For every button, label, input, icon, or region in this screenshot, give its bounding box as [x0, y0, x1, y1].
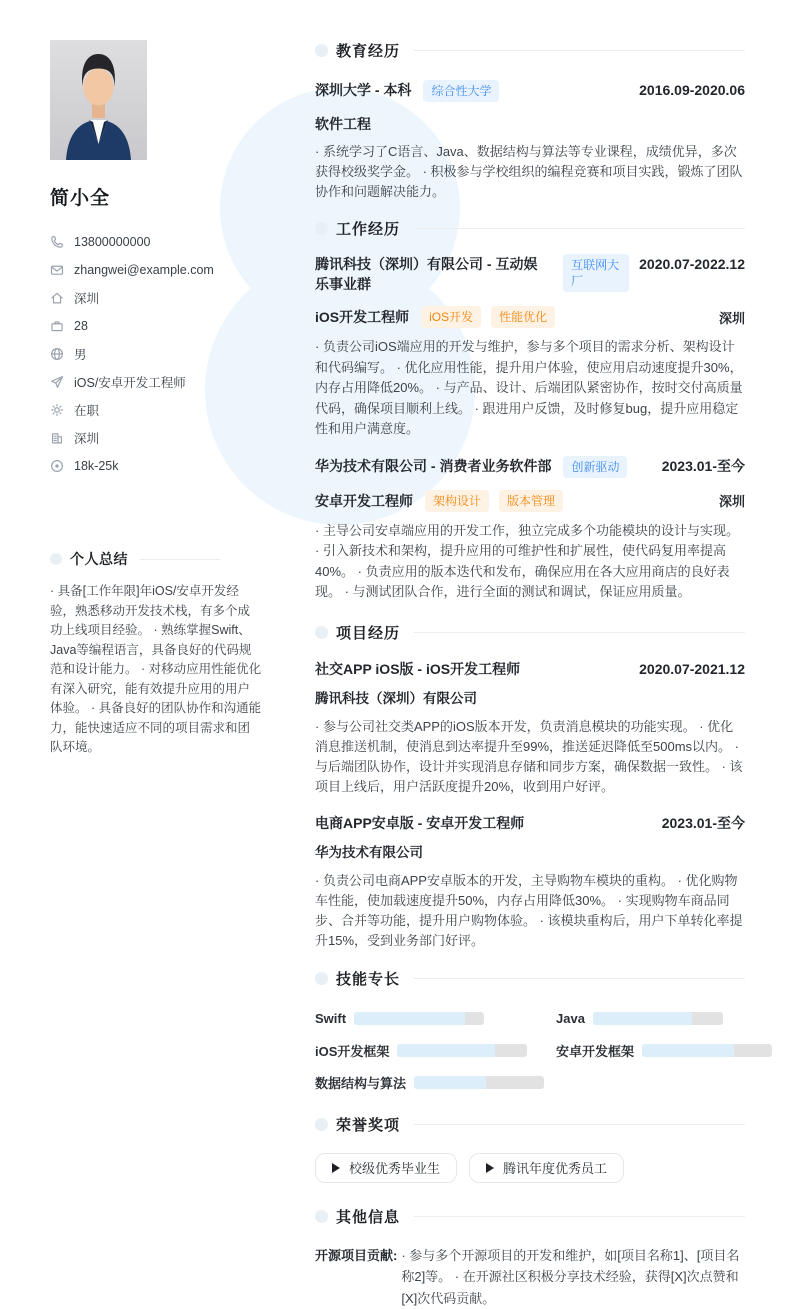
project-name: 电商APP安卓版 - 安卓开发工程师 [315, 813, 524, 833]
contact-value: 深圳 [74, 289, 99, 307]
education-entry-row [315, 80, 745, 102]
project-date: 2020.07-2021.12 [629, 659, 745, 679]
skill-bar-fill [354, 1012, 465, 1025]
education-date: 2016.09-2020.06 [629, 80, 745, 100]
gear-icon [50, 403, 64, 417]
skill-item [315, 1003, 544, 1035]
work-entry-row [315, 254, 745, 294]
phone-icon [50, 235, 64, 249]
skill-item [556, 1003, 772, 1035]
work-entry-row [315, 456, 745, 478]
mail-icon [50, 263, 64, 277]
section-dot-icon [315, 626, 328, 639]
send-icon [50, 375, 64, 389]
other-info-label: 开源项目贡献: [315, 1245, 397, 1309]
contact-value: zhangwei@example.com [74, 263, 214, 277]
skills-title: 技能专长 [336, 968, 400, 989]
role-row [315, 306, 745, 328]
company-name: 华为技术有限公司 - 消费者业务软件部 [315, 456, 551, 476]
project-name: 社交APP iOS版 - iOS开发工程师 [315, 659, 520, 679]
section-divider [414, 50, 745, 51]
section-dot-icon [50, 553, 62, 565]
contact-list [50, 228, 262, 480]
work-entry [315, 456, 745, 603]
education-title: 教育经历 [336, 40, 400, 61]
contact-value: 在职 [74, 401, 99, 419]
section-divider [140, 559, 220, 560]
skill-name: 安卓开发框架 [556, 1041, 634, 1060]
role-row [315, 490, 745, 512]
contact-city [50, 424, 262, 452]
skill-item [315, 1067, 544, 1099]
sidebar [50, 40, 262, 758]
contact-phone [50, 228, 262, 256]
skill-bar [642, 1044, 772, 1057]
skill-bar-fill [593, 1012, 692, 1025]
work-date: 2020.07-2022.12 [629, 254, 745, 274]
section-dot-icon [315, 222, 328, 235]
contact-salary [50, 452, 262, 480]
briefcase-icon [50, 319, 64, 333]
work-date: 2023.01-至今 [652, 456, 745, 476]
skill-name: 数据结构与算法 [315, 1073, 406, 1092]
education-section [315, 40, 745, 202]
skill-tag: 性能优化 [491, 306, 555, 328]
work-header [315, 218, 745, 238]
project-entry [315, 813, 745, 951]
honors-header [315, 1115, 745, 1135]
project-entry [315, 659, 745, 797]
skills-header [315, 969, 745, 989]
project-date: 2023.01-至今 [652, 813, 745, 833]
honor-badge [469, 1153, 624, 1183]
projects-section [315, 623, 745, 951]
skill-tag: 架构设计 [425, 490, 489, 512]
project-company: 腾讯科技（深圳）有限公司 [315, 690, 745, 708]
other-info-section [315, 1207, 745, 1309]
contact-value: 18k-25k [74, 459, 118, 473]
work-title: 工作经历 [336, 218, 400, 239]
contact-value: iOS/安卓开发工程师 [74, 373, 186, 391]
summary-title: 个人总结 [70, 549, 128, 569]
school-tag: 综合性大学 [423, 80, 499, 102]
role-name: iOS开发工程师 [315, 307, 409, 327]
summary-text: · 具备[工作年限]年iOS/安卓开发经验，熟悉移动开发技术栈，有多个成功上线项目经验。 · 熟练掌握Swift、Java等编程语言，具备良好的代码规范和设计能力。 · 对移动应用性能优化有深入研究，能有效提升应用的用户体验。 · 具备良好的团队协作和沟通能力，能快速适应不同的项目需求和团队环境。 [50, 582, 262, 758]
honor-label: 腾讯年度优秀员工 [503, 1158, 607, 1177]
section-dot-icon [315, 44, 328, 57]
work-description: · 负责公司iOS端应用的开发与维护，参与多个项目的需求分析、架构设计和代码编写。 · 优化应用性能，提升用户体验，使应用启动速度提升30%，内存占用降低20%。 · 与产品、设计、后端团队紧密协作，按时交付高质量代码，确保项目顺利上线。 · 跟进用户反馈，及时修复bug，提升应用稳定性和用户满意度。 [315, 337, 745, 440]
building-icon [50, 431, 64, 445]
contact-job-intention [50, 368, 262, 396]
skill-bar [397, 1044, 527, 1057]
globe-icon [50, 347, 64, 361]
skills-grid [315, 1003, 745, 1099]
work-section [315, 218, 745, 603]
honors-section [315, 1115, 745, 1183]
contact-gender [50, 340, 262, 368]
section-dot-icon [315, 1210, 328, 1223]
work-entry [315, 254, 745, 440]
projects-title: 项目经历 [336, 622, 400, 643]
target-icon [50, 459, 64, 473]
education-entry [315, 80, 745, 202]
contact-value: 男 [74, 345, 87, 363]
home-icon [50, 291, 64, 305]
projects-header [315, 623, 745, 643]
skill-item [315, 1035, 544, 1067]
other-info-row [315, 1245, 745, 1309]
contact-location [50, 284, 262, 312]
work-location: 深圳 [719, 308, 745, 327]
skill-bar [354, 1012, 484, 1025]
company-tag: 创新驱动 [563, 456, 627, 478]
work-location: 深圳 [719, 491, 745, 510]
contact-age [50, 312, 262, 340]
section-divider [414, 1124, 745, 1125]
skill-bar-fill [642, 1044, 734, 1057]
skill-bar [414, 1076, 544, 1089]
skill-bar-fill [414, 1076, 486, 1089]
project-entry-row [315, 659, 745, 679]
skill-tag: iOS开发 [421, 306, 481, 328]
company-name: 腾讯科技（深圳）有限公司 - 互动娱乐事业群 [315, 254, 551, 294]
project-entry-row [315, 813, 745, 833]
project-description: · 负责公司电商APP安卓版本的开发，主导购物车模块的重构。 · 优化购物车性能，使加载速度提升50%，内存占用降低30%。 · 实现购物车商品同步、合并等功能，提升用户购物体验。 · 该模块重构后，用户下单转化率提升15%，受到业务部门好评。 [315, 871, 745, 951]
section-divider [414, 978, 745, 979]
contact-value: 28 [74, 319, 88, 333]
contact-email [50, 256, 262, 284]
major-name: 软件工程 [315, 115, 745, 133]
project-company: 华为技术有限公司 [315, 844, 745, 862]
role-name: 安卓开发工程师 [315, 491, 413, 511]
honor-label: 校级优秀毕业生 [349, 1158, 440, 1177]
skill-bar [593, 1012, 723, 1025]
play-icon [486, 1163, 494, 1173]
project-description: · 参与公司社交类APP的iOS版本开发，负责消息模块的功能实现。 · 优化消息推送机制，使消息到达率提升至99%，推送延迟降低至500ms以内。 · 与后端团队协作，设计并实现消息存储和同步方案，确保数据一致性。 · 该项目上线后，用户活跃度提升20%，收到用户好评。 [315, 717, 745, 797]
skill-name: iOS开发框架 [315, 1041, 389, 1060]
honor-badge [315, 1153, 457, 1183]
skill-item [556, 1035, 772, 1067]
section-divider [414, 632, 745, 633]
contact-value: 13800000000 [74, 235, 150, 249]
skill-bar-fill [397, 1044, 495, 1057]
avatar [50, 40, 147, 160]
honors-title: 荣誉奖项 [336, 1114, 400, 1135]
education-description: · 系统学习了C语言、Java、数据结构与算法等专业课程，成绩优异，多次获得校级奖学金。 · 积极参与学校组织的编程竞赛和项目实践，锻炼了团队协作和问题解决能力。 [315, 142, 745, 202]
education-header [315, 40, 745, 60]
summary-section [50, 550, 262, 758]
play-icon [332, 1163, 340, 1173]
company-tag: 互联网大厂 [563, 254, 629, 292]
other-info-title: 其他信息 [336, 1206, 400, 1227]
section-divider [414, 228, 745, 229]
contact-status [50, 396, 262, 424]
work-description: · 主导公司安卓端应用的开发工作，独立完成多个功能模块的设计与实现。 · 引入新技术和架构，提升应用的可维护性和扩展性，使代码复用率提高40%。 · 负责应用的版本迭代和发布，确保应用在各大应用商店的良好表现。 · 与测试团队合作，进行全面的测试和调试，保证应用质量。 [315, 521, 745, 603]
other-info-header [315, 1207, 745, 1227]
contact-value: 深圳 [74, 429, 99, 447]
skill-tag: 版本管理 [499, 490, 563, 512]
main-content [315, 40, 745, 1309]
school-name: 深圳大学 - 本科 [315, 80, 411, 100]
skills-section [315, 969, 745, 1099]
section-divider [414, 1216, 745, 1217]
skill-name: Swift [315, 1011, 346, 1026]
candidate-name: 简小全 [50, 183, 262, 210]
section-dot-icon [315, 1118, 328, 1131]
other-info-text: · 参与多个开源项目的开发和维护，如[项目名称1]、[项目名称2]等。 · 在开源社区积极分享技术经验，获得[X]次点赞和[X]次代码贡献。 [401, 1245, 745, 1309]
skill-name: Java [556, 1011, 585, 1026]
section-dot-icon [315, 972, 328, 985]
honor-badges [315, 1153, 745, 1183]
profile-photo [50, 40, 147, 160]
summary-header [50, 550, 262, 568]
